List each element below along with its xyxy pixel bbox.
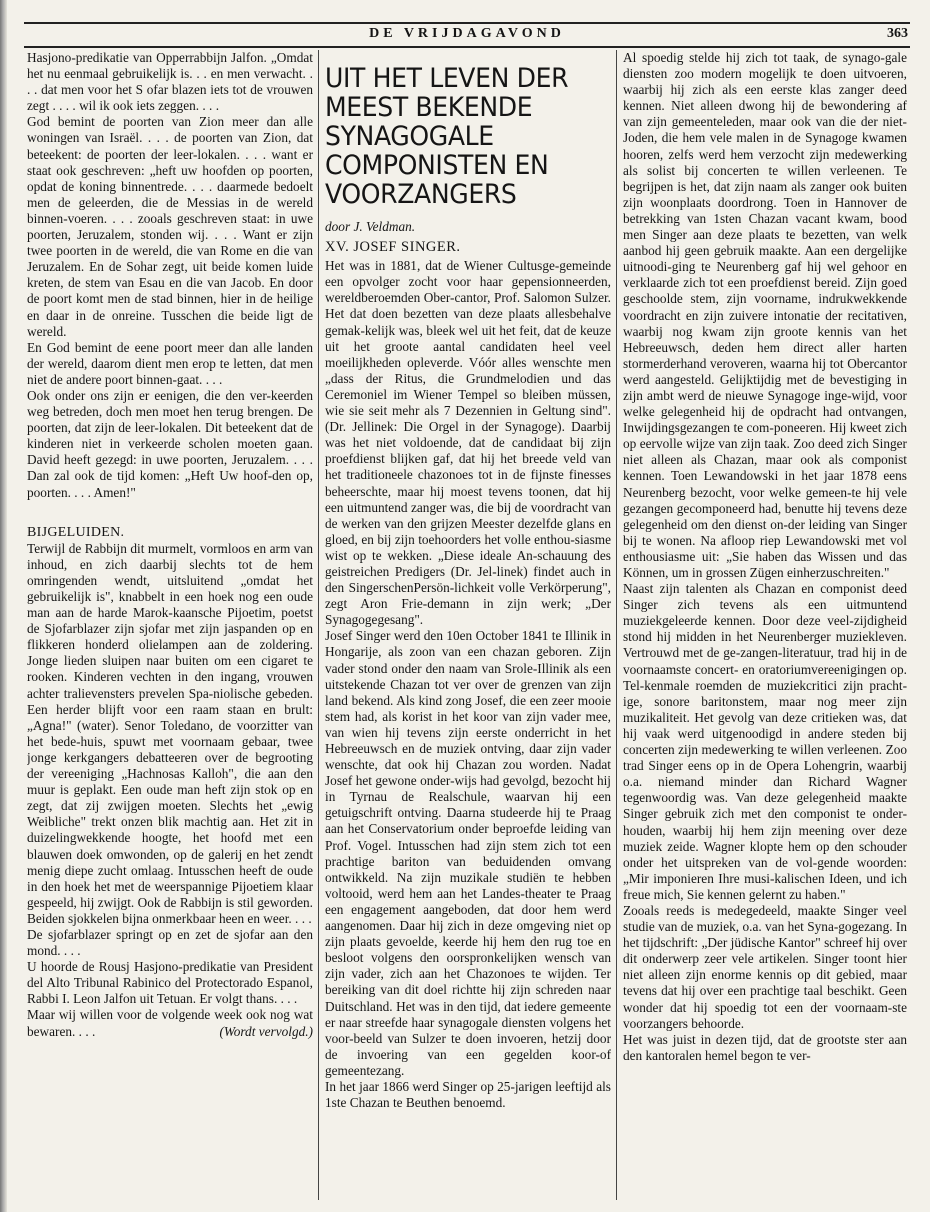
paragraph: U hoorde de Rousj Hasjono-predikatie van President del Alto Tribunal Rabinico del Protectorado Espanol, Rabbi I. Leon Jalfon uit Tetuan. Er volgt thans. . . . [27, 959, 313, 1007]
paragraph: Josef Singer werd den 10en October 1841 te Illinik in Hongarije, als zoon van een chazan geboren. Zijn vader stond onder den naam van Srole-Illinik als een uitstekende Chazan tot ver over de grenzen van zijn land bekend. Als kind zong Josef, die een zeer mooie stem had, als korist in het koor van zijn vader mee, van wien hij tevens zijn eerste onderricht in het Hebreeuwsch en de muziek ontving, daar zijn vader wenschte, dat ook hij Chazan zou worden. Nadat Josef het gewone onder-wijs had gevolgd, bezocht hij in Tyrnau de Realschule, waarvan hij een getuigschrift ontving. Daarna studeerde hij te Praag aan het Conservatorium onder beproefde leiding van Prof. Vogel. Intusschen had zijn stem zich tot een prachtige bariton van beduidenden omvang ontwikkeld. Na zijn muzikale studiën te hebben voltooid, werd hem aan het Landes-theater te Praag een engagement aangeboden, dat door hem werd aangenomen. Daar hij zich in deze omgeving niet op zijn plaats gevoelde, keerde hij hem den rug toe en besloot volgens den oorspronkelijken wensch van zijn vader, zich aan het Chazonoes te wijden. Ter bereiking van dit doel richtte hij zijn schreden naar Duitschland. Het was in den tijd, dat iedere gemeente er naar streefde haar synagogale diensten volgens het voor-beeld van Sulzer te doen invoeren, hetzij door de invoering van een gegelden koor-of gemeentezang. [325, 628, 611, 1078]
paragraph: Ook onder ons zijn er eenigen, die den ver-keerden weg betreden, doch men moet hen terug brengen. De poorten, dat zijn de leer-lokalen. Dit beteekent dat de kinderen niet in verkeerde scholen moeten gaan. David heeft gezegd: in uwe poorten, Jeruzalem. . . . Dan zal ook de tijd komen: „Heft Uw hoof-den op, poorten. . . . Amen!" [27, 387, 313, 500]
column-right [623, 50, 907, 1200]
spacer [27, 501, 313, 513]
closing-paragraph [27, 1007, 313, 1039]
column-middle [325, 50, 611, 1200]
paragraph: En God bemint de eene poort meer dan alle landen der wereld, daarom dient men erop te letten, dat men niet de andere poort binnen-gaat. . . . [27, 339, 313, 387]
closing-text: Maar wij willen voor de volgende week ook nog wat bewaren. . . . [27, 1007, 313, 1039]
running-header [24, 22, 910, 48]
page-binding-edge [0, 0, 7, 1212]
section-title-bijgeluiden: BIJGELUIDEN. [27, 524, 125, 540]
paragraph: God bemint de poorten van Zion meer dan alle woningen van Israël. . . . de poorten van Zion, dat beteekent: de poorten der leer-lokalen. . . . want er staat ook geschreven: „heft uw hoofden op poorten, opdat de koning binnentrede. . . . daarmede bedoelt men de geleerden, die de Messias in de wereld binnen-voeren. . . . zooals geschreven staat: in uwe poorten, Jeruzalem, stonden wij. . . . Want er zijn twee poorten in de wereld, die van Rome en die van Jeruzalem. En de Sohar zegt, uit beide komen luide kreten, de stem van Esau en die van Jacob. En door de poort komt men de stad binnen, hier in de heilige en daar in de onreine. Tusschen die beide ligt de wereld. [27, 114, 313, 339]
continued-note: (Wordt vervolgd.) [219, 1023, 313, 1039]
running-title: DE VRIJDAGAVOND [369, 26, 565, 41]
page-number: 363 [887, 26, 908, 41]
article-byline: door J. Veldman. [325, 219, 416, 234]
paragraph: Terwijl de Rabbijn dit murmelt, vormloos en arm van inhoud, en zich daarbij slechts tot de hem omringenden wendt, uitsluitend „omdat het gebruikelijk is", knabbelt in een hoek nog een oude man aan de harde Marok-kaansche Pijoetim, poetst de Sjofarblazer zijn sjofar met zijn jaspanden op en flikkeren honderd olielampen aan de zoldering. Jonge lieden sluipen naar buiten om een cigaret te rooken. Kinderen vechten in den ingang, vrouwen achter tralievensters prevelen Spa-niolische gebeden. Een herder blijft voor een raam staan en brult: „Agna!" (water). Senor Toledano, de voorzitter van het bede-huis, spuwt met voornaam gebaar, twee jonge kerkgangers debatteeren over de begrooting der vereeniging „Hachnosas Kalloh", die aan den muur is geplakt. Een oude man heft zijn stok op en zegt, dat zij zwijgen moeten. Slechts het „ewig Weibliche" trekt onzen blik machtig aan. Het zit in duizelingwekkende hoogte, het hoofd met een blauwen doek omwonden, op de galerij en het zendt menig diepe zucht omlaag. Intusschen heeft de oude in den hoek het met de weerspannige Pijoetiem klaar gespeeld, hij zwijgt. Ook de Rabbijn is stil geworden. Beiden sjokkelen bijna onmerkbaar heen en weer. . . . [27, 540, 313, 926]
paragraph: Het was in 1881, dat de Wiener Cultusge-gemeinde een opvolger zocht voor haar gepensionneerden, wereldberoemden Ober-cantor, Prof. Salomon Sulzer. Het dat doen bezetten van deze plaats allesbehalve gemak-kelijk was, bleek wel uit het feit, dat de keuze uit het groote aantal candidaten heel veel moeilijkheden opleverde. Vóór alles wenschte men „dass der Ritus, die Grundmelodien und das Ceremoniel im Wiener Tempel so bleiben müssen, wie sie seit mehr als 7 Dezennien in Geltung sind". (Dr. Jellinek: Die Orgel in der Synagoge). Daarbij was het niet voldoende, dat de candidaat bij zijn proefdienst blijken gaf, dat hij het breede veld van het traditioneele chazonoes tot in de fijnste finesses beheerschte, maar hij moest tevens toonen, dat hij een uitmuntend zanger was, die bij de voordracht van de werken van den grijzen Meester dezelfde glans en gloed, en bij zijn toehoorders het volle enthou-siasme wist op te wekken. „Diese ideale An-schauung des geistreichen Predigers (Dr. Jel-linek) findet auch in den SingerschenPersön-lichkeit volle Verkörperung", zegt Aron Frie-demann in zijn werk; „Der Synagogegesang". [325, 258, 611, 628]
article-subtitle: XV. JOSEF SINGER. [325, 239, 461, 256]
column-rule-right [616, 50, 617, 1200]
paragraph: Al spoedig stelde hij zich tot taak, de synago-gale diensten zoo modern mogelijk te doen uitvoeren, waarbij hij zich als een eerste klas zanger deed kennen. Niet alleen dwong hij de bewondering af van zijn gemeenteleden, maar ook van die der niet-Joden, die hem vele malen in de Synagoge kwamen hooren, zelfs werd hem verzocht zijn medewerking als solist bij concerten te willen verleenen. Te begrijpen is het, dat zijn naam als zanger ook buiten zijn woonplaats doordrong. Toen in Hannover de betrekking van 1sten Chazan vacant kwam, bood men Singer aan deze plaats te bezetten, van welk aanbod hij geen gebruik maakte. Aan een dergelijke uitnoodi-ging te Neurenberg gaf hij wel gehoor en verklaarde zich tot een proefdienst bereid. Zijn goed geschoolde stem, zijn voorname, indrukwekkende voordracht en zijn zuivere intonatie der recitativen, waarbij nog kwam zijn groote kennis van het Hebreeuwsch, deden hem direct aller harten stormerderhand veroveren, waarna hij tot Obercantor werd aangesteld. Gelijktijdig met de bevestiging in zijn ambt werd de nieuwe Synagoge inge-wijd, voor welke gelegenheid hij de opdracht had ontvangen, Inwijdingsgezangen te com-poneeren. Hij kweet zich op eervolle wijze van zijn taak. Zoo deed zich Singer niet alleen als Chazan, maar ook als componist kennen. Toen Lewandowski in het jaar 1878 eens Neurenberg bezocht, voor welke gemeen-te hij vele gezangen gecomponeerd had, benutte hij tevens deze gelegenheid om den dienst on-der leiding van Singer bij te wonen. Na afloop riep Lewandowski met vol enthousiasme uit: „Sie haben das Wissen und das Können, um in grossen Zügen einherzuschreiten." [623, 50, 907, 580]
paragraph: Zooals reeds is medegedeeld, maakte Singer veel studie van de muziek, o.a. van het Syna-gogezang. In het tijdschrift: „Der jüdische Kantor" schreef hij over dit onderwerp zeer vele artikelen. Singer toont hier niet alleen zijn enorme kennis op dit gebied, maar tevens dat hij over een prachtige taal beschikt. Geen wonder dat hij spoedig tot een der voornaam-ste voorzangers behoorde. [623, 902, 907, 1031]
article-title: UIT HET LEVEN DER MEEST BEKENDE SYNAGOGALE COMPONISTEN EN VOORZANGERS [325, 63, 569, 210]
paragraph: De sjofarblazer springt op en zet de sjofar aan den mond. . . . [27, 926, 313, 959]
column-left [27, 50, 313, 1200]
paragraph: Het was juist in dezen tijd, dat de grootste ster aan den kantoralen hemel begon te ver- [623, 1031, 907, 1063]
paragraph: Hasjono-predikatie van Opperrabbijn Jalfon. „Omdat het nu eenmaal gebruikelijk is. . . en men verwacht. . . . dat men voor het S ofar blazen iets tot de vrouwen zegt . . . . wil ik ook iets zeggen. . . . [27, 50, 313, 114]
column-rule-left [318, 50, 319, 1200]
paragraph: Naast zijn talenten als Chazan en componist deed Singer zich tevens als een uitmuntend muziekgeleerde kennen. Door deze veel-zijdigheid stond hij midden in het Neurenberger muziekleven. Vertrouwd met de ge-zangen-literatuur, trad hij in de voornaamste concert- en oratoriumvereenigingen op. Tel-kenmale roemden de muziekcritici zijn pracht-ige, sonore baritonstem, maar nog meer zijn muzikaliteit. Het gevolg van deze critieken was, dat hij vaak werd uitgenoodigd in andere steden bij concerten zijn medewerking te willen verleenen. Zoo trad Singer eens op in de Opera Lohengrin, waarbij o.a. niemand minder dan Richard Wagner tegenwoordig was. Van deze gelegenheid maakte Singer gebruik zich met den componist te onder-houden, waarbij hij hem zijn meening over deze muziek zeide. Wagner klopte hem op den schouder onder het uitspreken van de vol-gende woorden: „Mir imponieren Ihre musi-kalischen Ideen, und ich freue mich, Sie kennen gelernt zu haben." [623, 581, 907, 902]
paragraph: In het jaar 1866 werd Singer op 25-jarigen leeftijd als 1ste Chazan te Beuthen benoemd. [325, 1078, 611, 1111]
